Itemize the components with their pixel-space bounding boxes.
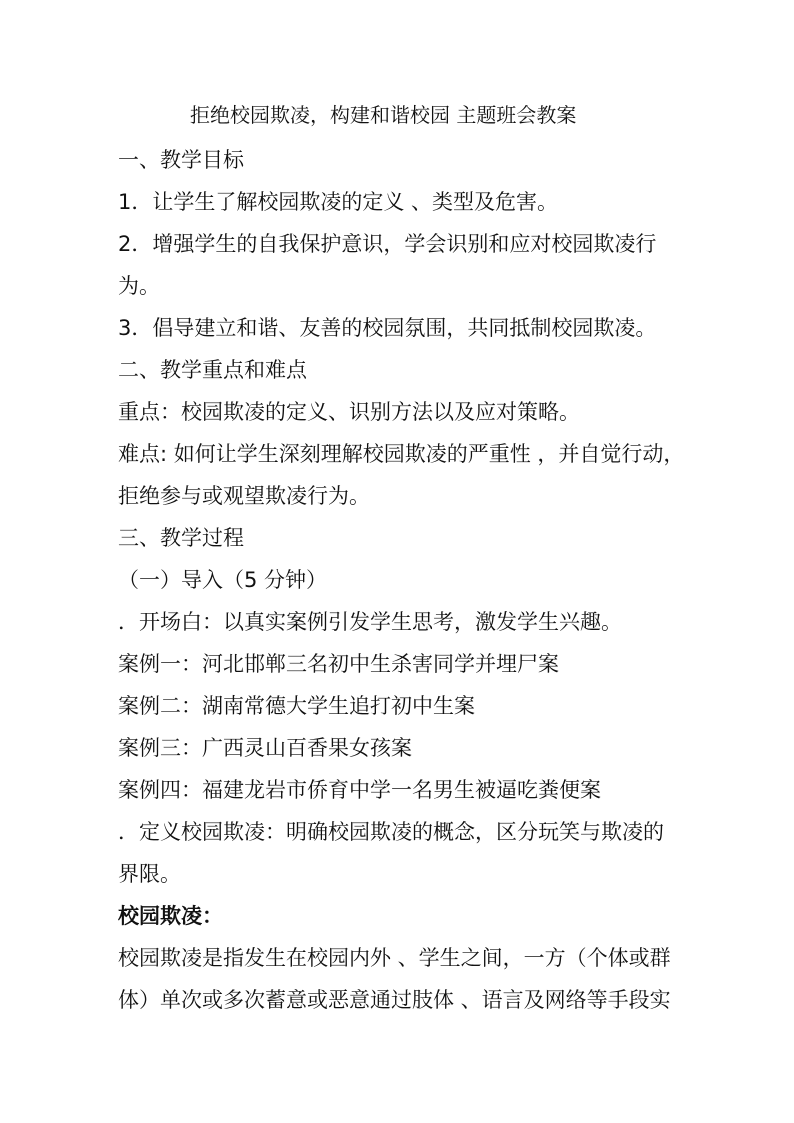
definition-heading: 校园欺凌：: [118, 904, 223, 928]
goal-item-2: 2．增强学生的自我保护意识，学会识别和应对校园欺凌行: [118, 232, 657, 256]
definition-intro-continued: 界限。: [118, 862, 181, 886]
subsection-introduction: （一）导入（5 分钟）: [118, 568, 328, 592]
definition-paragraph-line-2: 体）单次或多次蓄意或恶意通过肢体 、语言及网络等手段实: [118, 988, 671, 1012]
section-heading-process: 三、教学过程: [118, 526, 244, 550]
difficult-point-continued: 拒绝参与或观望欺凌行为。: [118, 484, 370, 508]
goal-item-2-continued: 为。: [118, 274, 160, 298]
key-point-text: 重点：校园欺凌的定义、识别方法以及应对策略。: [118, 400, 580, 424]
case-item-2: 案例二：湖南常德大学生追打初中生案: [118, 694, 475, 718]
section-heading-key-points: 二、教学重点和难点: [118, 358, 307, 382]
goal-item-1: 1．让学生了解校园欺凌的定义 、类型及危害。: [118, 190, 559, 214]
section-heading-teaching-goals: 一、教学目标: [118, 148, 244, 172]
opening-remarks: ．开场白：以真实案例引发学生思考，激发学生兴趣。: [118, 610, 622, 634]
case-item-3: 案例三：广西灵山百香果女孩案: [118, 736, 412, 760]
case-item-1: 案例一：河北邯郸三名初中生杀害同学并埋尸案: [118, 652, 559, 676]
document-title: 拒绝校园欺凌，构建和谐校园 主题班会教案: [190, 103, 577, 127]
difficult-point-text: 难点: 如何让学生深刻理解校园欺凌的严重性 ，并自觉行动，: [118, 442, 685, 466]
goal-item-3: 3．倡导建立和谐、友善的校园氛围，共同抵制校园欺凌。: [118, 316, 657, 340]
definition-paragraph-line-1: 校园欺凌是指发生在校园内外 、学生之间，一方（个体或群: [118, 946, 671, 970]
definition-intro: ．定义校园欺凌：明确校园欺凌的概念，区分玩笑与欺凌的: [118, 820, 664, 844]
case-item-4: 案例四：福建龙岩市侨育中学一名男生被逼吃粪便案: [118, 778, 601, 802]
